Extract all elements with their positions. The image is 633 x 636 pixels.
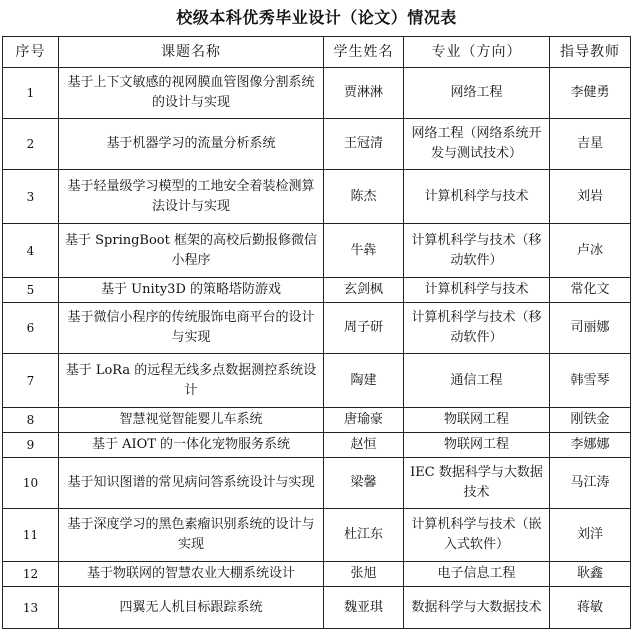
table-row [3,562,631,587]
table-row [3,509,631,562]
cell-student: 梁馨 [324,458,404,509]
header-topic: 课题名称 [59,37,324,68]
cell-teacher: 刘岩 [550,170,631,224]
table-row [3,433,631,458]
cell-major: 网络工程（网络系统开发与测试技术） [404,119,550,170]
cell-major: 物联网工程 [404,408,550,433]
cell-teacher: 韩雪琴 [550,354,631,408]
cell-topic: 基于微信小程序的传统服饰电商平台的设计与实现 [59,303,324,354]
cell-major: 计算机科学与技术（移动软件） [404,303,550,354]
cell-seq: 11 [3,509,59,562]
cell-teacher: 刘洋 [550,509,631,562]
cell-teacher: 吉星 [550,119,631,170]
cell-seq: 2 [3,119,59,170]
header-student: 学生姓名 [324,37,404,68]
table-row [3,354,631,408]
cell-major: 计算机科学与技术 [404,170,550,224]
award-table [2,36,631,629]
table-row [3,170,631,224]
cell-topic: 基于知识图谱的常见病问答系统设计与实现 [59,458,324,509]
cell-student: 王冠清 [324,119,404,170]
cell-seq: 6 [3,303,59,354]
cell-teacher: 蒋敏 [550,587,631,629]
cell-major: 计算机科学与技术（嵌入式软件） [404,509,550,562]
cell-teacher: 耿鑫 [550,562,631,587]
cell-major: 物联网工程 [404,433,550,458]
cell-topic: 基于 AIOT 的一体化宠物服务系统 [59,433,324,458]
cell-major: 计算机科学与技术 [404,278,550,303]
cell-topic: 基于上下文敏感的视网膜血管图像分割系统的设计与实现 [59,68,324,119]
table-row [3,119,631,170]
cell-topic: 基于 Unity3D 的策略塔防游戏 [59,278,324,303]
cell-teacher: 刚铁金 [550,408,631,433]
cell-seq: 7 [3,354,59,408]
header-major: 专业（方向） [404,37,550,68]
cell-teacher: 李娜娜 [550,433,631,458]
cell-student: 牛犇 [324,224,404,278]
cell-teacher: 常化文 [550,278,631,303]
cell-major: 数据科学与大数据技术 [404,587,550,629]
table-row [3,303,631,354]
cell-topic: 四翼无人机目标跟踪系统 [59,587,324,629]
cell-topic: 基于轻量级学习模型的工地安全着装检测算法设计与实现 [59,170,324,224]
cell-student: 张旭 [324,562,404,587]
cell-topic: 基于深度学习的黑色素瘤识别系统的设计与实现 [59,509,324,562]
cell-seq: 5 [3,278,59,303]
cell-seq: 9 [3,433,59,458]
cell-student: 唐瑜豪 [324,408,404,433]
document-title: 校级本科优秀毕业设计（论文）情况表 [176,8,457,27]
cell-seq: 10 [3,458,59,509]
cell-major: 网络工程 [404,68,550,119]
cell-student: 杜江东 [324,509,404,562]
cell-student: 贾淋淋 [324,68,404,119]
cell-teacher: 李健勇 [550,68,631,119]
cell-teacher: 马江涛 [550,458,631,509]
table-header-row [3,37,631,68]
cell-seq: 1 [3,68,59,119]
cell-topic: 智慧视觉智能婴儿车系统 [59,408,324,433]
table-row [3,587,631,629]
cell-seq: 13 [3,587,59,629]
cell-major: 通信工程 [404,354,550,408]
cell-student: 陈杰 [324,170,404,224]
cell-seq: 4 [3,224,59,278]
cell-major: 计算机科学与技术（移动软件） [404,224,550,278]
header-seq: 序号 [3,37,59,68]
cell-seq: 3 [3,170,59,224]
table-row [3,278,631,303]
cell-seq: 12 [3,562,59,587]
cell-major: 电子信息工程 [404,562,550,587]
cell-seq: 8 [3,408,59,433]
cell-major: IEC 数据科学与大数据技术 [404,458,550,509]
cell-topic: 基于 LoRa 的远程无线多点数据测控系统设计 [59,354,324,408]
table-row [3,224,631,278]
cell-teacher: 司丽娜 [550,303,631,354]
table-row [3,458,631,509]
cell-topic: 基于机器学习的流量分析系统 [59,119,324,170]
cell-teacher: 卢冰 [550,224,631,278]
cell-student: 玄剑枫 [324,278,404,303]
table-row [3,408,631,433]
cell-student: 魏亚琪 [324,587,404,629]
header-teacher: 指导教师 [550,37,631,68]
cell-topic: 基于物联网的智慧农业大棚系统设计 [59,562,324,587]
cell-student: 周子研 [324,303,404,354]
cell-student: 陶建 [324,354,404,408]
table-row [3,68,631,119]
cell-topic: 基于 SpringBoot 框架的高校后勤报修微信小程序 [59,224,324,278]
cell-student: 赵恒 [324,433,404,458]
